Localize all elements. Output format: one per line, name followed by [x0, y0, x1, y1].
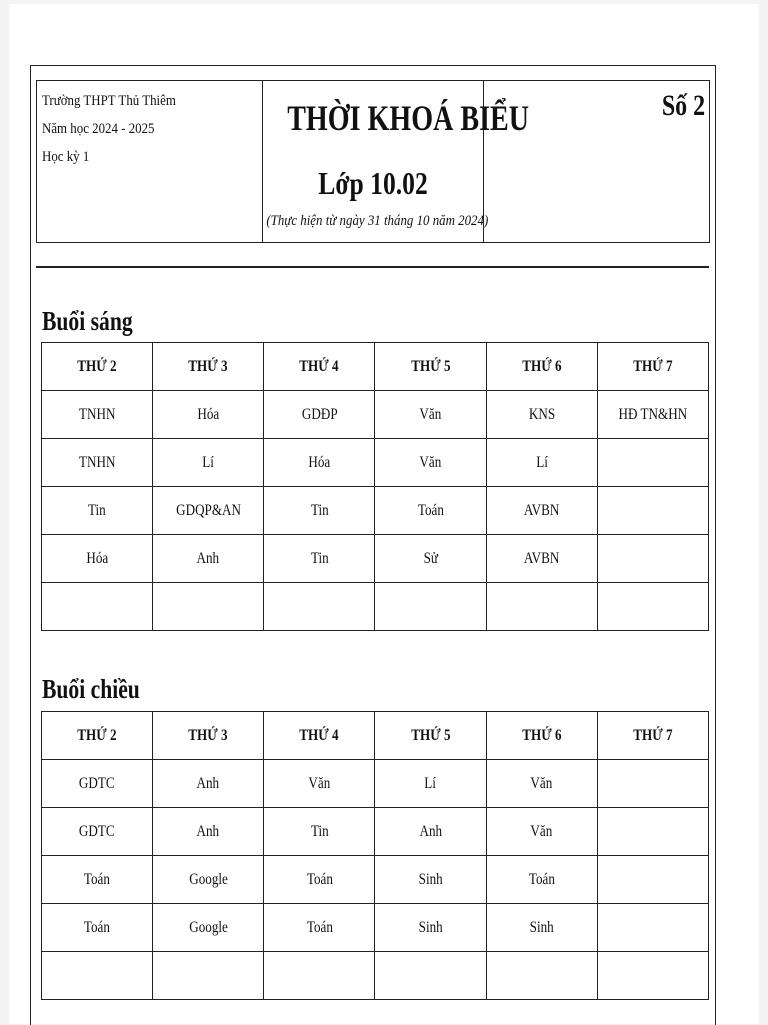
- day-header: THỨ 3: [153, 712, 264, 760]
- afternoon-timetable: [41, 711, 709, 1000]
- subject-cell: Toán: [42, 904, 153, 952]
- subject-cell: Văn: [375, 391, 486, 439]
- subject-cell: Toán: [264, 904, 375, 952]
- school-name: Trường THPT Thủ Thiêm: [42, 93, 176, 109]
- subject-cell: [486, 952, 597, 1000]
- subject-cell: Google: [153, 856, 264, 904]
- subject-cell: Lí: [375, 760, 486, 808]
- subject-cell: Sinh: [486, 904, 597, 952]
- subject-cell: Tin: [42, 487, 153, 535]
- subject-cell: Anh: [153, 808, 264, 856]
- subject-cell: Google: [153, 904, 264, 952]
- subject-cell: [375, 952, 486, 1000]
- school-year: Năm học 2024 - 2025: [42, 121, 155, 137]
- table-row: [42, 583, 709, 631]
- subject-cell: [486, 583, 597, 631]
- day-header: THỨ 7: [597, 712, 708, 760]
- morning-title: Buổi sáng: [42, 306, 133, 336]
- subject-cell: [42, 583, 153, 631]
- subject-cell: GDTC: [42, 808, 153, 856]
- subject-cell: Sử: [375, 535, 486, 583]
- table-row: [42, 487, 709, 535]
- table-row: [42, 760, 709, 808]
- day-header: THỨ 6: [486, 712, 597, 760]
- subject-cell: [597, 952, 708, 1000]
- table-row: [42, 904, 709, 952]
- day-header: THỨ 5: [375, 343, 486, 391]
- subject-cell: TNHN: [42, 439, 153, 487]
- number-block: [484, 81, 709, 242]
- subject-cell: [597, 760, 708, 808]
- morning-timetable: [41, 342, 709, 631]
- subject-cell: Lí: [153, 439, 264, 487]
- table-row: [42, 391, 709, 439]
- school-info: [37, 81, 263, 242]
- subject-cell: [42, 952, 153, 1000]
- school-term: Học kỳ 1: [42, 149, 90, 165]
- subject-cell: Toán: [264, 856, 375, 904]
- table-row: [42, 535, 709, 583]
- day-header: THỨ 5: [375, 712, 486, 760]
- subject-cell: Anh: [153, 535, 264, 583]
- subject-cell: HĐ TN&HN: [597, 391, 708, 439]
- subject-cell: Tin: [264, 487, 375, 535]
- day-header: THỨ 4: [264, 343, 375, 391]
- subject-cell: [153, 583, 264, 631]
- subject-cell: [264, 952, 375, 1000]
- afternoon-title: Buổi chiều: [42, 674, 140, 704]
- table-header-row: [42, 712, 709, 760]
- table-row: [42, 856, 709, 904]
- subject-cell: [597, 535, 708, 583]
- day-header: THỨ 6: [486, 343, 597, 391]
- day-header: THỨ 4: [264, 712, 375, 760]
- subject-cell: Toán: [486, 856, 597, 904]
- subject-cell: Sinh: [375, 856, 486, 904]
- subject-cell: Văn: [486, 808, 597, 856]
- day-header: THỨ 7: [597, 343, 708, 391]
- subject-cell: Văn: [375, 439, 486, 487]
- subject-cell: Anh: [375, 808, 486, 856]
- subject-cell: [597, 583, 708, 631]
- subject-cell: TNHN: [42, 391, 153, 439]
- subject-cell: Văn: [264, 760, 375, 808]
- subject-cell: AVBN: [486, 487, 597, 535]
- subject-cell: [153, 952, 264, 1000]
- subject-cell: KNS: [486, 391, 597, 439]
- subject-cell: GDĐP: [264, 391, 375, 439]
- title-block: [263, 81, 530, 242]
- subject-cell: GDQP&AN: [153, 487, 264, 535]
- document-title: THỜI KHOÁ BIỂU: [287, 98, 530, 138]
- subject-cell: AVBN: [486, 535, 597, 583]
- table-row: [42, 439, 709, 487]
- day-header: THỨ 2: [42, 343, 153, 391]
- subject-cell: Hóa: [153, 391, 264, 439]
- subject-cell: Hóa: [42, 535, 153, 583]
- subject-cell: Toán: [42, 856, 153, 904]
- subject-cell: [597, 904, 708, 952]
- subject-cell: Tin: [264, 808, 375, 856]
- subject-cell: Tin: [264, 535, 375, 583]
- subject-cell: Anh: [153, 760, 264, 808]
- table-row: [42, 952, 709, 1000]
- subject-cell: Hóa: [264, 439, 375, 487]
- subject-cell: [375, 583, 486, 631]
- day-header: THỨ 2: [42, 712, 153, 760]
- subject-cell: [597, 487, 708, 535]
- subject-cell: [597, 808, 708, 856]
- subject-cell: [597, 856, 708, 904]
- effective-date-note: (Thực hiện từ ngày 31 tháng 10 năm 2024): [266, 213, 489, 229]
- table-row: [42, 808, 709, 856]
- subject-cell: GDTC: [42, 760, 153, 808]
- subject-cell: [597, 439, 708, 487]
- subject-cell: Toán: [375, 487, 486, 535]
- header-box: [36, 80, 710, 243]
- subject-cell: Lí: [486, 439, 597, 487]
- subject-cell: [264, 583, 375, 631]
- table-header-row: [42, 343, 709, 391]
- subject-cell: Văn: [486, 760, 597, 808]
- document-number: Số 2: [661, 89, 705, 122]
- class-name: Lớp 10.02: [318, 165, 428, 201]
- subject-cell: Sinh: [375, 904, 486, 952]
- day-header: THỨ 3: [153, 343, 264, 391]
- divider-line: [36, 266, 709, 268]
